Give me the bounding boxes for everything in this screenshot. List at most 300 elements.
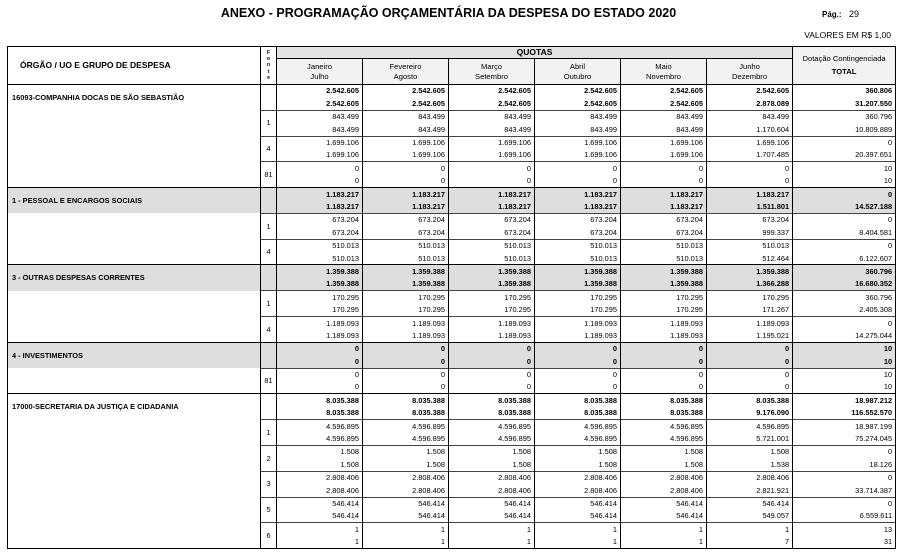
quota-value: 2.542.605 [449, 85, 535, 98]
fonte-code: 81 [261, 368, 277, 394]
quota-value: 2.808.406 [621, 484, 707, 497]
total-value: 10 [793, 175, 896, 188]
total-value: 75.274.045 [793, 433, 896, 446]
total-value: 0 [793, 188, 896, 201]
dotacao-header [793, 47, 896, 85]
fonte-code [261, 342, 277, 368]
fonte-column-header: F o n t e [261, 47, 277, 85]
month-header [363, 59, 449, 85]
quota-value: 2.542.605 [449, 97, 535, 110]
quota-value: 1.183.217 [449, 201, 535, 214]
quota-value: 1.183.217 [707, 188, 793, 201]
fonte-code [261, 188, 277, 214]
group-label: 17000-SECRETARIA DA JUSTIÇA E CIDADANIA [8, 394, 261, 420]
quota-value: 4.596.895 [277, 420, 363, 433]
quota-value: 2.542.605 [535, 85, 621, 98]
total-value: 360.796 [793, 291, 896, 304]
quota-value: 1 [363, 536, 449, 549]
table-row [8, 523, 896, 536]
quota-value: 4.596.895 [621, 420, 707, 433]
quota-value: 8.035.388 [277, 407, 363, 420]
quota-value: 7 [707, 536, 793, 549]
table-row [8, 162, 896, 175]
quota-value: 843.499 [535, 123, 621, 136]
quota-value: 0 [449, 381, 535, 394]
quota-value: 8.035.388 [363, 407, 449, 420]
total-value: 6.559.611 [793, 510, 896, 523]
month-bottom-label: Setembro [475, 71, 508, 81]
total-value: 10 [793, 381, 896, 394]
empty-label-cell [8, 162, 261, 188]
quota-value: 0 [363, 342, 449, 355]
quota-value: 1 [277, 523, 363, 536]
quota-value: 0 [621, 381, 707, 394]
quota-value: 0 [363, 355, 449, 368]
quota-value: 1.359.388 [707, 265, 793, 278]
table-row [8, 497, 896, 510]
quotas-header: QUOTAS [277, 47, 793, 59]
quota-value: 510.013 [363, 239, 449, 252]
quota-value: 2.542.605 [535, 97, 621, 110]
quota-value: 510.013 [621, 252, 707, 265]
quota-value: 1 [449, 523, 535, 536]
quota-value: 8.035.388 [535, 394, 621, 407]
quota-value: 1 [707, 523, 793, 536]
table-row [8, 291, 896, 304]
quota-value: 0 [277, 381, 363, 394]
quota-value: 673.204 [277, 226, 363, 239]
fonte-code: 4 [261, 317, 277, 343]
quota-value: 1 [363, 523, 449, 536]
total-value: 13 [793, 523, 896, 536]
quota-value: 1.183.217 [363, 188, 449, 201]
quota-value: 546.414 [535, 510, 621, 523]
quota-value: 512.464 [707, 252, 793, 265]
quota-value: 1.189.093 [363, 317, 449, 330]
quota-value: 1.359.388 [363, 278, 449, 291]
empty-label-cell [8, 291, 261, 317]
quota-value: 0 [621, 162, 707, 175]
quota-value: 2.808.406 [707, 471, 793, 484]
quota-value: 1.359.388 [449, 278, 535, 291]
quota-value: 1 [277, 536, 363, 549]
quota-value: 1.508 [621, 458, 707, 471]
table-row [8, 420, 896, 433]
table-row [8, 136, 896, 149]
quota-value: 4.596.895 [621, 433, 707, 446]
total-value: 14.527.188 [793, 201, 896, 214]
total-value: 0 [793, 136, 896, 149]
quota-value: 170.295 [707, 291, 793, 304]
quota-value: 0 [535, 175, 621, 188]
quota-value: 2.808.406 [449, 484, 535, 497]
month-header [707, 59, 793, 85]
quota-value: 1.699.106 [363, 136, 449, 149]
quota-value: 510.013 [277, 239, 363, 252]
quota-value: 1.359.388 [277, 278, 363, 291]
quota-value: 0 [277, 342, 363, 355]
quota-value: 1.189.093 [707, 317, 793, 330]
quota-value: 546.414 [449, 497, 535, 510]
quota-value: 510.013 [535, 239, 621, 252]
quota-value: 5.721.001 [707, 433, 793, 446]
quota-value: 0 [707, 175, 793, 188]
quota-value: 510.013 [449, 252, 535, 265]
total-value: 360.796 [793, 110, 896, 123]
quota-value: 1.508 [277, 445, 363, 458]
quota-value: 843.499 [535, 110, 621, 123]
quota-value: 1.359.388 [535, 278, 621, 291]
total-value: 18.126 [793, 458, 896, 471]
empty-label-cell [8, 420, 261, 446]
quota-value: 8.035.388 [621, 407, 707, 420]
quota-value: 2.808.406 [277, 471, 363, 484]
table-row [8, 317, 896, 330]
quota-value: 170.295 [277, 304, 363, 317]
total-value: 2.405.308 [793, 304, 896, 317]
quota-value: 1.170.604 [707, 123, 793, 136]
quota-value: 673.204 [449, 226, 535, 239]
quota-value: 843.499 [707, 110, 793, 123]
quota-value: 546.414 [621, 510, 707, 523]
budget-table [7, 46, 896, 549]
total-value: 10 [793, 355, 896, 368]
table-row [8, 368, 896, 381]
month-header [277, 59, 363, 85]
quota-value: 2.821.921 [707, 484, 793, 497]
table-row [8, 394, 896, 407]
quota-value: 170.295 [535, 304, 621, 317]
page-number: 29 [849, 9, 860, 19]
quota-value: 999.337 [707, 226, 793, 239]
table-row [8, 85, 896, 98]
quota-value: 1.508 [449, 458, 535, 471]
month-header [621, 59, 707, 85]
quota-value: 1.183.217 [535, 201, 621, 214]
quota-value: 1.359.388 [363, 265, 449, 278]
quota-value: 0 [621, 355, 707, 368]
table-row [8, 110, 896, 123]
quota-value: 2.808.406 [621, 471, 707, 484]
quota-value: 1.183.217 [277, 188, 363, 201]
page-label: Pág.: [822, 10, 842, 19]
quota-value: 510.013 [621, 239, 707, 252]
total-value: 18.987.212 [793, 394, 896, 407]
quota-value: 510.013 [277, 252, 363, 265]
quota-value: 4.596.895 [707, 420, 793, 433]
quota-value: 1.359.388 [277, 265, 363, 278]
quota-value: 0 [621, 342, 707, 355]
quota-value: 2.542.605 [277, 97, 363, 110]
quota-value: 2.808.406 [535, 484, 621, 497]
quota-value: 9.176.090 [707, 407, 793, 420]
quota-value: 2.542.605 [621, 97, 707, 110]
quota-value: 2.808.406 [535, 471, 621, 484]
quota-value: 0 [277, 162, 363, 175]
quota-value: 546.414 [277, 497, 363, 510]
quota-value: 1.366.288 [707, 278, 793, 291]
quota-value: 673.204 [621, 226, 707, 239]
total-value: 16.680.352 [793, 278, 896, 291]
quota-value: 1 [621, 523, 707, 536]
table-row [8, 342, 896, 355]
quota-value: 2.542.605 [277, 85, 363, 98]
fonte-code: 1 [261, 420, 277, 446]
quota-value: 510.013 [535, 252, 621, 265]
quota-value: 546.414 [363, 510, 449, 523]
quota-value: 0 [535, 368, 621, 381]
total-value: 116.552.570 [793, 407, 896, 420]
quota-value: 0 [621, 368, 707, 381]
quota-value: 510.013 [363, 252, 449, 265]
quota-value: 1.511.801 [707, 201, 793, 214]
quota-value: 843.499 [449, 123, 535, 136]
quota-value: 546.414 [363, 497, 449, 510]
quota-value: 843.499 [621, 123, 707, 136]
quota-value: 843.499 [277, 110, 363, 123]
quota-value: 4.596.895 [449, 433, 535, 446]
quota-value: 549.057 [707, 510, 793, 523]
quota-value: 0 [363, 162, 449, 175]
quota-value: 1.195.021 [707, 329, 793, 342]
table-row [8, 239, 896, 252]
empty-label-cell [8, 368, 261, 394]
quota-value: 1.183.217 [535, 188, 621, 201]
quota-value: 8.035.388 [621, 394, 707, 407]
quota-value: 673.204 [449, 213, 535, 226]
quota-value: 1.359.388 [449, 265, 535, 278]
quota-value: 1.699.106 [621, 136, 707, 149]
quota-value: 170.295 [277, 291, 363, 304]
quota-value: 1.508 [535, 445, 621, 458]
quota-value: 2.808.406 [277, 484, 363, 497]
quota-value: 4.596.895 [363, 420, 449, 433]
month-bottom-label: Novembro [645, 71, 682, 81]
quota-value: 1.707.485 [707, 149, 793, 162]
quota-value: 0 [535, 162, 621, 175]
quota-value: 1.508 [363, 458, 449, 471]
dotacao-label: Dotação Contingenciada [802, 54, 886, 64]
fonte-code: 1 [261, 213, 277, 239]
quota-value: 0 [363, 368, 449, 381]
quota-value: 673.204 [277, 213, 363, 226]
month-header [535, 59, 621, 85]
fonte-code [261, 265, 277, 291]
quota-value: 1 [535, 536, 621, 549]
quota-value: 4.596.895 [535, 433, 621, 446]
quota-value: 510.013 [449, 239, 535, 252]
quota-value: 0 [707, 368, 793, 381]
empty-label-cell [8, 317, 261, 343]
month-top-label: Fevereiro [389, 61, 422, 71]
quota-value: 1.359.388 [621, 265, 707, 278]
empty-label-cell [8, 239, 261, 265]
total-value: 0 [793, 317, 896, 330]
month-top-label: Junho [739, 61, 760, 71]
quota-value: 8.035.388 [535, 407, 621, 420]
empty-label-cell [8, 523, 261, 549]
total-value: 14.275.044 [793, 329, 896, 342]
quota-value: 1.699.106 [535, 149, 621, 162]
quota-value: 1.508 [277, 458, 363, 471]
total-value: 0 [793, 213, 896, 226]
quota-value: 1 [535, 523, 621, 536]
total-label: TOTAL [831, 67, 857, 76]
org-column-header: ÓRGÃO / UO E GRUPO DE DESPESA [8, 47, 261, 85]
month-bottom-label: Agosto [393, 71, 418, 81]
quota-value: 673.204 [535, 213, 621, 226]
total-value: 20.397.651 [793, 149, 896, 162]
quota-value: 0 [277, 368, 363, 381]
quota-value: 0 [363, 381, 449, 394]
quota-value: 0 [707, 162, 793, 175]
empty-label-cell [8, 110, 261, 136]
quota-value: 843.499 [363, 110, 449, 123]
quota-value: 1.508 [535, 458, 621, 471]
quota-value: 1.189.093 [449, 317, 535, 330]
quota-value: 0 [707, 355, 793, 368]
quota-value: 1.183.217 [621, 188, 707, 201]
month-top-label: Janeiro [307, 61, 332, 71]
total-value: 33.714.387 [793, 484, 896, 497]
table-row [8, 213, 896, 226]
month-bottom-label: Dezembro [732, 71, 768, 81]
fonte-code: 6 [261, 523, 277, 549]
quota-value: 1.699.106 [449, 149, 535, 162]
values-unit-note: VALORES EM R$ 1,00 [804, 30, 891, 40]
quota-value: 0 [535, 381, 621, 394]
quota-value: 0 [449, 342, 535, 355]
group-label: 16093-COMPANHIA DOCAS DE SÃO SEBASTIÃO [8, 85, 261, 111]
total-value: 0 [793, 445, 896, 458]
quota-value: 673.204 [535, 226, 621, 239]
fonte-code: 1 [261, 110, 277, 136]
total-value: 360.796 [793, 265, 896, 278]
quota-value: 1.183.217 [449, 188, 535, 201]
quota-value: 843.499 [449, 110, 535, 123]
month-header [449, 59, 535, 85]
quota-value: 1.189.093 [277, 317, 363, 330]
fonte-code: 1 [261, 291, 277, 317]
quota-value: 0 [707, 342, 793, 355]
quota-value: 1.189.093 [535, 329, 621, 342]
quota-value: 546.414 [707, 497, 793, 510]
quota-value: 2.542.605 [707, 85, 793, 98]
quota-value: 8.035.388 [363, 394, 449, 407]
fonte-code [261, 394, 277, 420]
quota-value: 510.013 [707, 239, 793, 252]
fonte-code: 81 [261, 162, 277, 188]
quota-value: 2.808.406 [449, 471, 535, 484]
quota-value: 1.508 [363, 445, 449, 458]
report-title: ANEXO - PROGRAMAÇÃO ORÇAMENTÁRIA DA DESPESA DO ESTADO 2020 [220, 6, 677, 20]
quota-value: 1.699.106 [621, 149, 707, 162]
total-value: 0 [793, 239, 896, 252]
month-bottom-label: Julho [310, 71, 329, 81]
quota-value: 170.295 [449, 291, 535, 304]
quota-value: 4.596.895 [535, 420, 621, 433]
quota-value: 1.189.093 [363, 329, 449, 342]
month-top-label: Março [480, 61, 503, 71]
quota-value: 170.295 [449, 304, 535, 317]
quota-value: 170.295 [363, 291, 449, 304]
quota-value: 0 [535, 342, 621, 355]
total-value: 31.207.550 [793, 97, 896, 110]
quota-value: 1.189.093 [277, 329, 363, 342]
group-label: 4 - INVESTIMENTOS [8, 342, 261, 368]
quota-value: 0 [449, 355, 535, 368]
quota-value: 673.204 [363, 226, 449, 239]
quota-value: 1.699.106 [277, 136, 363, 149]
total-value: 6.122.607 [793, 252, 896, 265]
quota-value: 546.414 [621, 497, 707, 510]
month-top-label: Maio [655, 61, 672, 71]
quota-value: 843.499 [277, 123, 363, 136]
quota-value: 4.596.895 [449, 420, 535, 433]
fonte-code: 2 [261, 445, 277, 471]
total-value: 10.809.889 [793, 123, 896, 136]
total-value: 0 [793, 497, 896, 510]
quota-value: 546.414 [277, 510, 363, 523]
quota-value: 8.035.388 [449, 407, 535, 420]
quota-value: 1.359.388 [621, 278, 707, 291]
group-label: 1 - PESSOAL E ENCARGOS SOCIAIS [8, 188, 261, 214]
total-value: 0 [793, 471, 896, 484]
table-row [8, 445, 896, 458]
quota-value: 1.183.217 [277, 201, 363, 214]
total-value: 8.404.581 [793, 226, 896, 239]
empty-label-cell [8, 497, 261, 523]
quota-value: 2.808.406 [363, 484, 449, 497]
quota-value: 673.204 [363, 213, 449, 226]
quota-value: 0 [449, 162, 535, 175]
fonte-code: 4 [261, 136, 277, 162]
quota-value: 1.699.106 [277, 149, 363, 162]
quota-value: 0 [535, 355, 621, 368]
quota-value: 1.699.106 [707, 136, 793, 149]
quota-value: 1.538 [707, 458, 793, 471]
quota-value: 1.189.093 [535, 317, 621, 330]
total-value: 360.806 [793, 85, 896, 98]
quota-value: 673.204 [621, 213, 707, 226]
empty-label-cell [8, 445, 261, 471]
total-value: 10 [793, 162, 896, 175]
quota-value: 8.035.388 [277, 394, 363, 407]
quota-value: 1.699.106 [449, 136, 535, 149]
empty-label-cell [8, 471, 261, 497]
empty-label-cell [8, 213, 261, 239]
quota-value: 2.808.406 [363, 471, 449, 484]
quota-value: 0 [277, 175, 363, 188]
quota-value: 0 [449, 368, 535, 381]
quota-value: 1.189.093 [621, 317, 707, 330]
quota-value: 1.699.106 [535, 136, 621, 149]
quota-value: 1.189.093 [449, 329, 535, 342]
quota-value: 546.414 [535, 497, 621, 510]
quota-value: 1.699.106 [363, 149, 449, 162]
total-value: 10 [793, 342, 896, 355]
total-value: 31 [793, 536, 896, 549]
fonte-code: 3 [261, 471, 277, 497]
quota-value: 1.359.388 [535, 265, 621, 278]
quota-value: 2.878.089 [707, 97, 793, 110]
quota-value: 0 [707, 381, 793, 394]
quota-value: 171.267 [707, 304, 793, 317]
quota-value: 170.295 [535, 291, 621, 304]
quota-value: 2.542.605 [621, 85, 707, 98]
quota-value: 0 [449, 175, 535, 188]
table-row [8, 265, 896, 278]
